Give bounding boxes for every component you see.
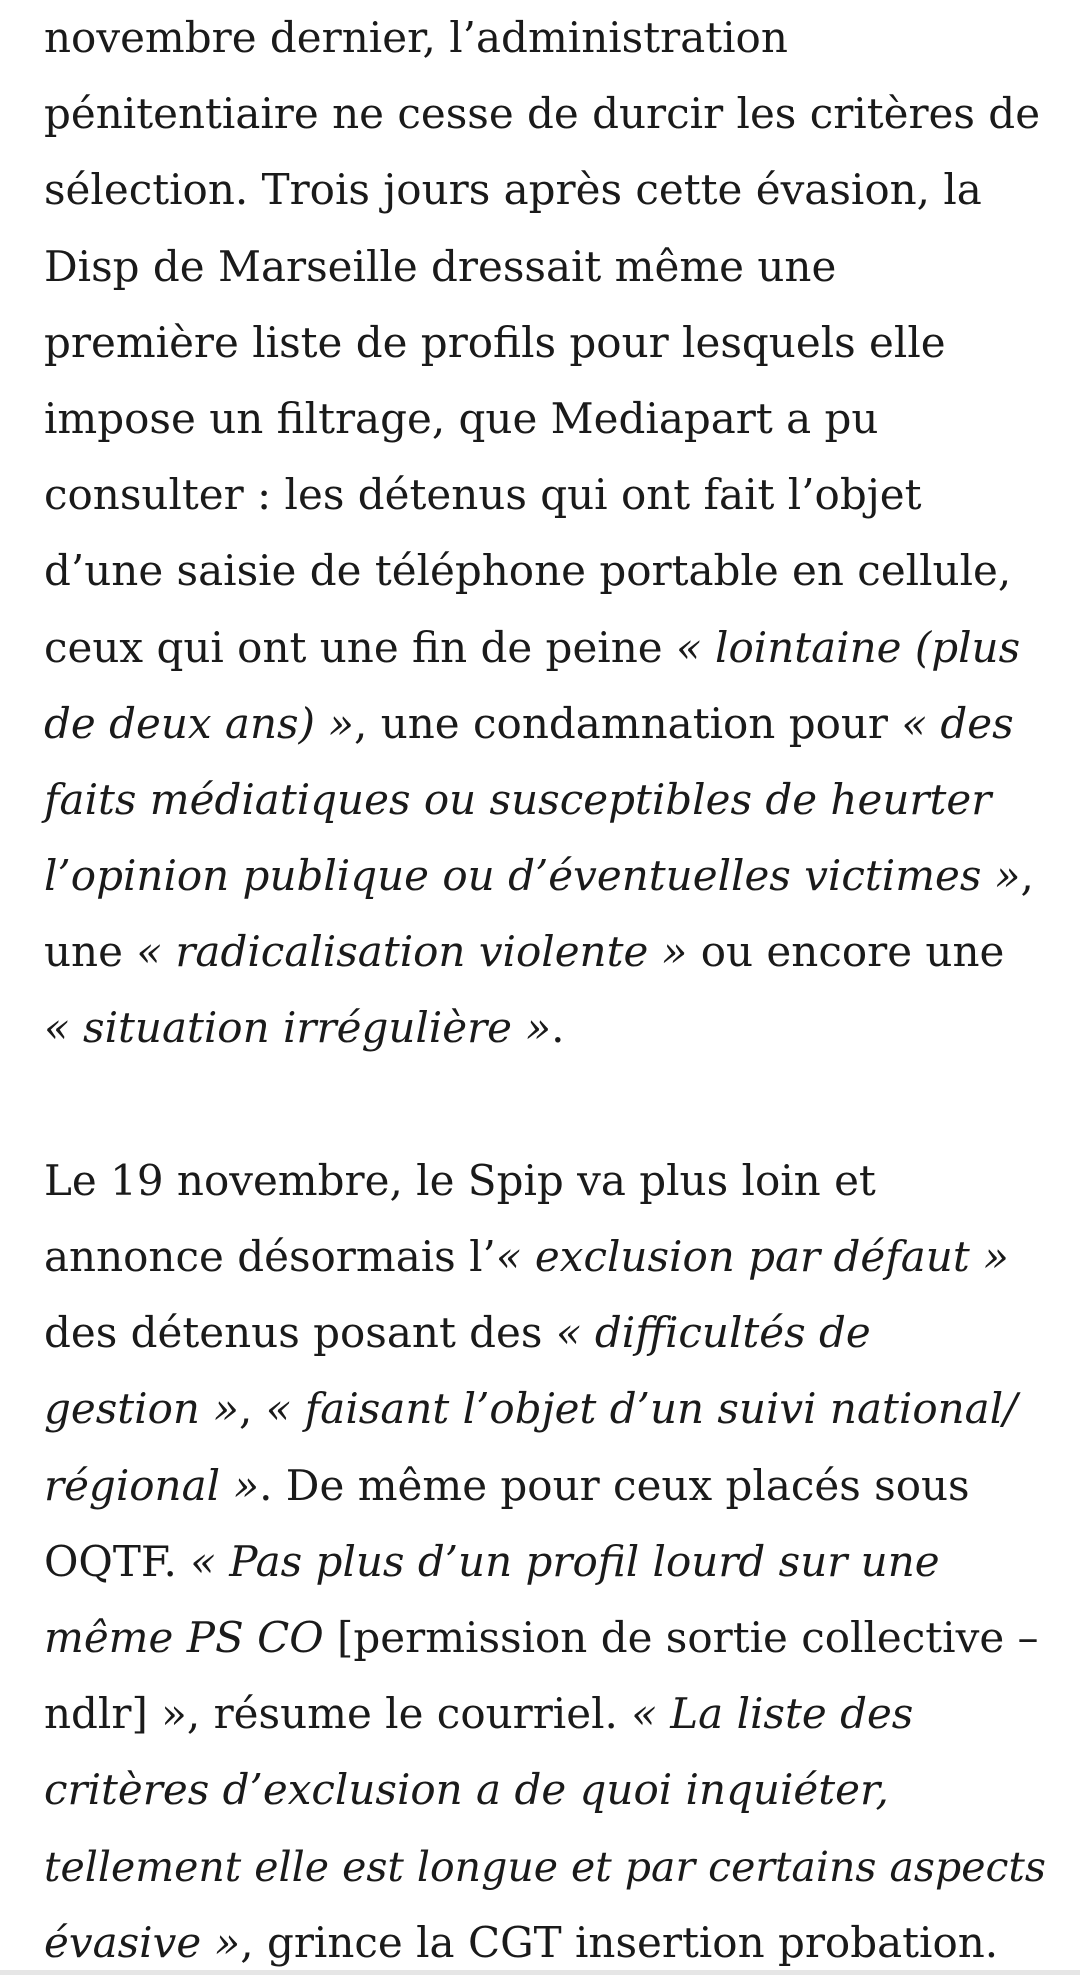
body-text: Le 19 novembre, le Spip va plus loin et [44,1155,876,1205]
body-text: d’une saisie de téléphone portable en cellule, [44,546,1012,596]
paragraph-spacer [44,1067,1054,1143]
quoted-text: de deux ans) » [44,698,354,748]
body-text: OQTF. [44,1536,191,1586]
text-line [44,229,1054,305]
body-text: annonce désormais l’ [44,1232,496,1281]
text-line [44,686,1054,762]
text-line [44,1752,1054,1828]
article-body [44,0,1054,1981]
body-text: impose un filtrage, que Mediapart a pu [44,393,879,443]
text-line [44,838,1054,914]
body-text: une [44,927,137,977]
body-text: , résume le courriel. [186,1689,632,1739]
body-text: ndlr] » [44,1689,187,1739]
text-line [44,1829,1054,1905]
body-text: première liste de profils pour lesquels elle [44,317,946,367]
body-text: novembre dernier, l’administration [44,13,788,62]
text-line [44,914,1054,990]
body-text: [permission de sortie collective – [323,1612,1039,1662]
body-text: pénitentiaire ne cesse de durcir les critères de [44,89,1041,139]
text-line [44,1143,1054,1219]
quoted-text: évasive » [44,1917,241,1967]
text-line [44,1524,1054,1600]
body-text: . De même pour ceux placés sous [259,1460,970,1510]
paragraph-2 [44,1143,1054,1981]
quoted-text: « La liste des [631,1689,914,1739]
text-line [44,1676,1054,1752]
quoted-text: gestion » [44,1384,239,1434]
quoted-text: « situation irrégulière » [44,1003,552,1053]
text-line [44,305,1054,381]
text-line [44,381,1054,457]
paragraph-1 [44,0,1054,1067]
quoted-text: régional » [44,1460,260,1510]
body-text: consulter : les détenus qui ont fait l’objet [44,470,922,520]
text-line [44,762,1054,838]
text-line [44,1600,1054,1676]
body-text: ou encore une [687,927,1005,977]
text-line [44,990,1054,1066]
text-line [44,0,1054,76]
quoted-text: l’opinion publique ou d’éventuelles victimes » [44,851,1021,901]
text-line [44,76,1054,152]
quoted-text: critères d’exclusion a de quoi inquiéter, [44,1765,889,1815]
text-line [44,1448,1054,1524]
bottom-divider [0,1970,1080,1975]
quoted-text: tellement elle est longue et par certains aspects [44,1842,1046,1891]
body-text: , une condamnation pour [354,698,902,748]
text-line [44,1295,1054,1371]
body-text: sélection. Trois jours après cette évasion, la [44,165,982,215]
quoted-text: « lointaine (plus [676,622,1021,672]
text-line [44,1219,1054,1295]
body-text: . [551,1003,565,1053]
body-text: Disp de Marseille dressait même une [44,241,837,291]
quoted-text: « exclusion par défaut » [495,1232,1009,1281]
text-line [44,533,1054,609]
text-line [44,1371,1054,1447]
text-line [44,457,1054,533]
quoted-text: « faisant l’objet d’un suivi national/ [265,1384,1018,1434]
quoted-text: faits médiatiques ou susceptibles de heurter [44,774,992,824]
quoted-text: « des [901,698,1014,748]
quoted-text: « radicalisation violente » [136,927,688,977]
body-text: , [239,1384,266,1434]
quoted-text: « difficultés de [555,1308,871,1358]
quoted-text: « Pas plus d’un profil lourd sur une [190,1536,940,1586]
body-text: , grince la CGT insertion probation. [240,1917,999,1967]
body-text: ceux qui ont une fin de peine [44,622,676,672]
body-text: , [1020,851,1034,901]
quoted-text: même PS CO [44,1612,324,1662]
text-line [44,152,1054,228]
body-text: des détenus posant des [44,1308,556,1358]
text-line [44,610,1054,686]
